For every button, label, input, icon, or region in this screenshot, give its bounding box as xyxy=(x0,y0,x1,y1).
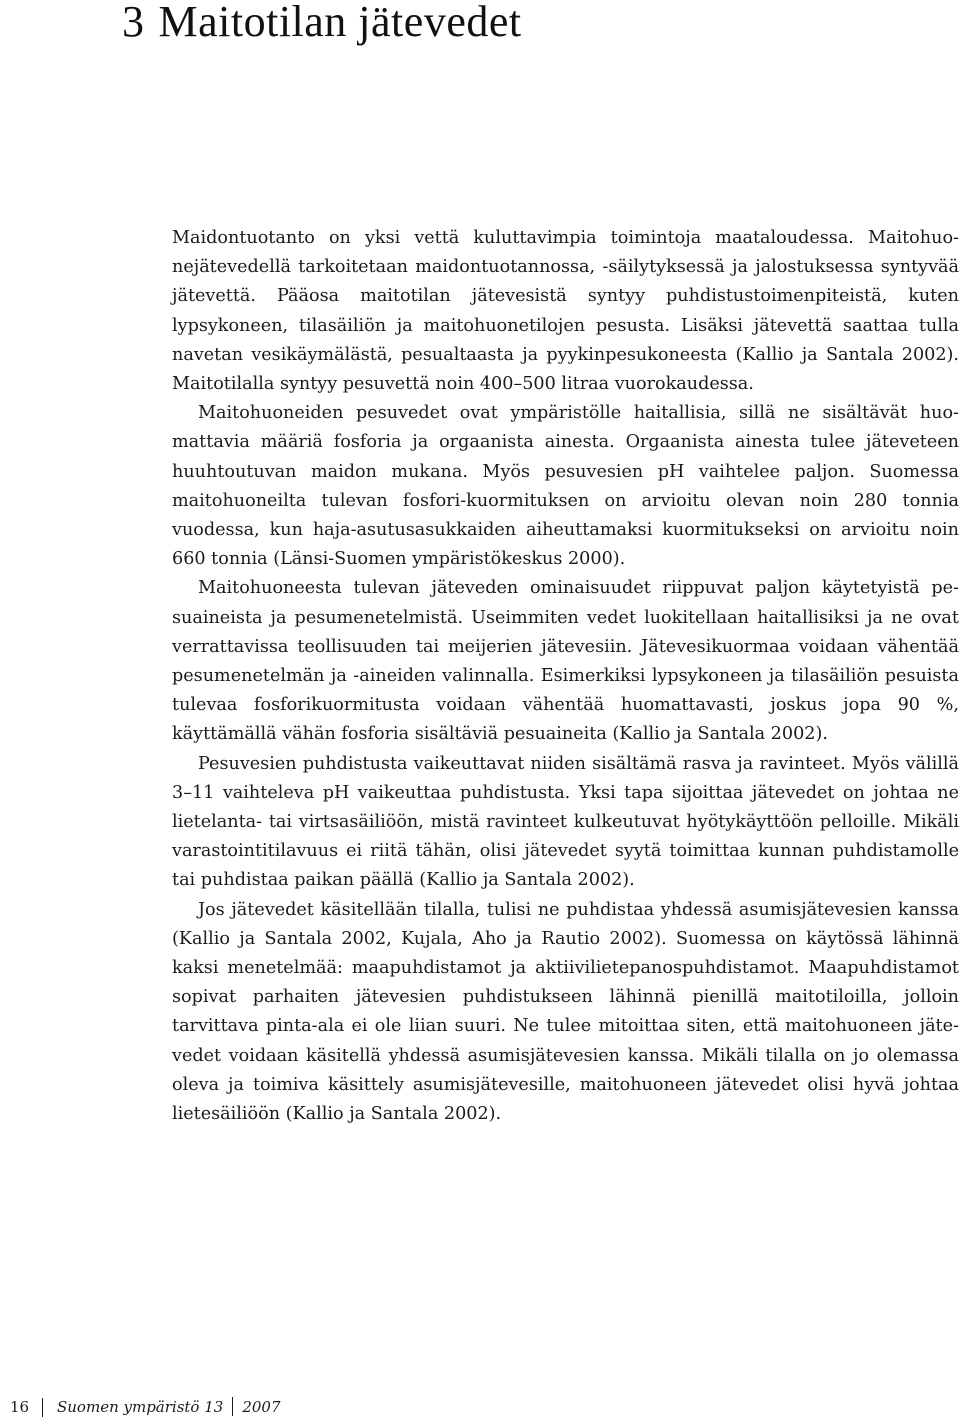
paragraph: Jos jätevedet käsitellään tilalla, tulisi ne puhdistaa yhdessä asumisjätevesien kanssa (Kallio ja Santala 2002, Kujala, Aho ja Rautio 2002). Suomessa on käytössä lähinnä kaksi menetelmää: maapuhdistamot ja aktiivilietepanospuhdistamot. Maapuhdistamot sopivat parhaiten jätevesien puhdistukseen lähinnä pienillä maitotiloilla, jolloin tarvittava pinta-ala ei ole liian suuri. Ne tulee mitoittaa siten, että maitohuoneen jätevedet voidaan käsitellä yhdessä asumisjätevesien kanssa. Mikäli tilalla on jo olemassa oleva ja toimiva käsittely asumisjätevesille, maitohuoneen jätevedet olisi hyvä johtaa lietesäiliöön (Kallio ja Santala 2002). xyxy=(172,899,959,1125)
page-footer xyxy=(0,1396,960,1418)
footer-publication xyxy=(57,1396,281,1418)
footer-divider xyxy=(232,1397,233,1416)
chapter-title: Maitotilan jätevedet xyxy=(158,0,522,46)
paragraph: Maidontuotanto on yksi vettä kuluttavimpia toimintoja maataloudessa. Maitohuonejätevedellä tarkoitetaan maidontuotannossa, -säilytyksessä ja jalostuksessa syntyvää jätevettä. Pääosa maitotilan jätevesistä syntyy puhdistustoimenpiteistä, kuten lypsykoneen, tilasäiliön ja maitohuonetilojen pesusta. Lisäksi jätevettä saattaa tulla navetan vesikäymälästä, pesualtaasta ja pyykinpesukoneesta (Kallio ja Santala 2002). Maitotilalla syntyy pesuvettä noin 400–500 litraa vuorokaudessa. xyxy=(172,228,959,395)
body-text xyxy=(172,224,959,1129)
chapter-number: 3 xyxy=(122,0,145,46)
page-number: 16 xyxy=(10,1398,30,1416)
issue-number: 13 xyxy=(204,1398,224,1416)
series-name: Suomen ympäristö xyxy=(57,1398,200,1416)
paragraph: Maitohuoneesta tulevan jäteveden ominaisuudet riippuvat paljon käytetyistä pesuaineista ja pesumenetelmistä. Useimmiten vedet luokitellaan haitallisiksi ja ne ovat verrattavissa teollisuuden tai meijerien jätevesiin. Jätevesikuormaa voidaan vähentää pesumenetelmän ja -aineiden valinnalla. Esimerkiksi lypsykoneen ja tilasäiliön pesuista tulevaa fosforikuormitusta voidaan vähentää huomattavasti, joskus jopa 90 %, käyttämällä vähän fosforia sisältäviä pesuaineita (Kallio ja Santala 2002). xyxy=(172,578,959,745)
footer-divider xyxy=(42,1398,43,1417)
publication-year: 2007 xyxy=(242,1398,281,1416)
paragraph: Maitohuoneiden pesuvedet ovat ympäristölle haitallisia, sillä ne sisältävät huomattavia määriä fosforia ja orgaanista ainesta. Orgaanista ainesta tulee jäteveteen huuhtoutuvan maidon mukana. Myös pesuvesien pH vaihtelee paljon. Suomessa maitohuoneilta tulevan fosfori-kuormituksen on arvioitu olevan noin 280 tonnia vuodessa, kun haja-asutusasukkaiden aiheuttamaksi kuormitukseksi on arvioitu noin 660 tonnia (Länsi-Suomen ympäristökeskus 2000). xyxy=(172,403,959,570)
chapter-heading xyxy=(122,0,522,44)
paragraph: Pesuvesien puhdistusta vaikeuttavat niiden sisältämä rasva ja ravinteet. Myös välillä 3–11 vaihteleva pH vaikeuttaa puhdistusta. Yksi tapa sijoittaa jätevedet on johtaa ne lietelanta- tai virtsasäiliöön, mistä ravinteet kulkeutuvat hyötykäyttöön pelloille. Mikäli varastointitilavuus ei riitä tähän, olisi jätevedet syytä toimittaa kunnan puhdistamolle tai puhdistaa paikan päällä (Kallio ja Santala 2002). xyxy=(172,753,959,891)
